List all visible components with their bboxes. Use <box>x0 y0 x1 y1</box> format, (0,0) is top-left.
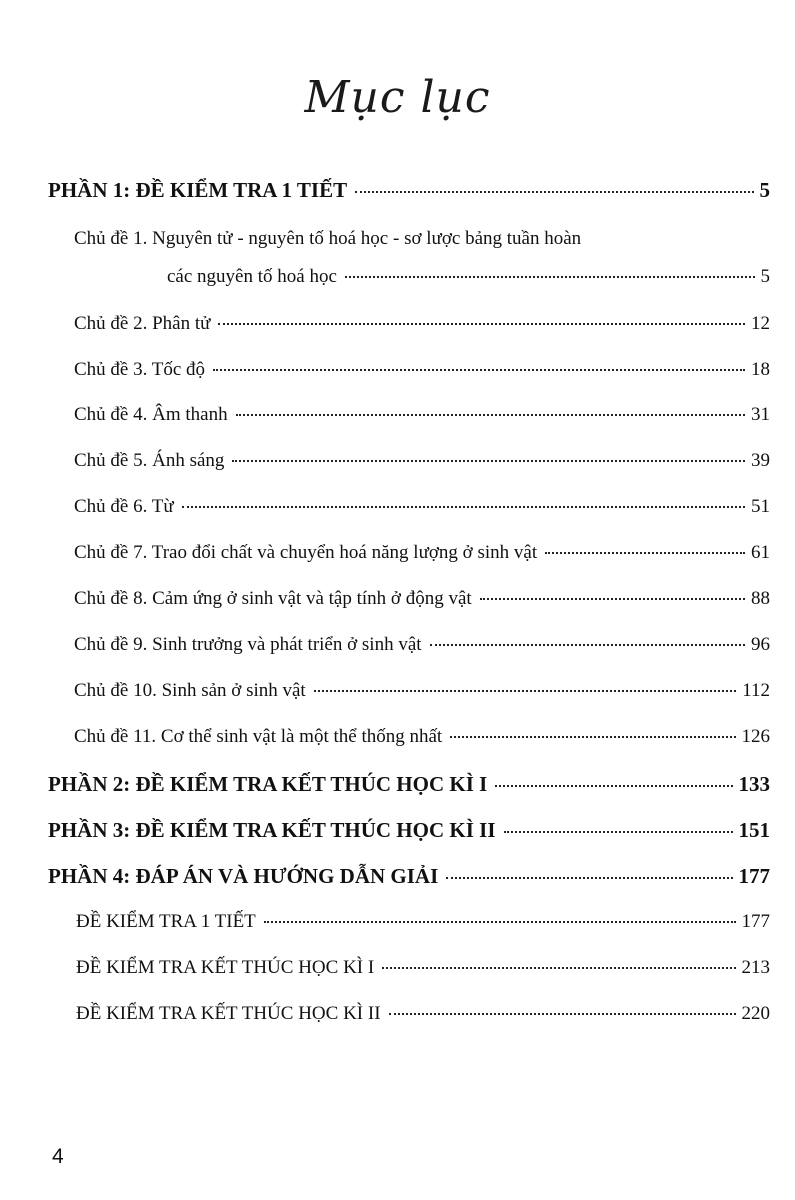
dot-leader <box>345 276 755 278</box>
toc-entry-topic-2[interactable] <box>74 313 770 343</box>
page-title: Mục lục <box>304 72 491 123</box>
toc-entry-page: 112 <box>742 680 770 701</box>
dot-leader <box>213 369 745 371</box>
toc-entry-label: Chủ đề 8. Cảm ứng ở sinh vật và tập tính ở động vật <box>74 588 472 609</box>
toc-entry-part-3[interactable] <box>48 818 770 848</box>
toc-entry-topic-11[interactable] <box>74 726 770 756</box>
dot-leader <box>430 644 745 646</box>
dot-leader <box>382 967 735 969</box>
toc-entry-topic-3[interactable] <box>74 359 770 389</box>
toc-entry-topic-8[interactable] <box>74 588 770 618</box>
dot-leader <box>480 598 745 600</box>
toc-entry-topic-5[interactable] <box>74 450 770 480</box>
toc-entry-topic-1-line-1: Chủ đề 1. Nguyên tử - nguyên tố hoá học - sơ lược bảng tuần hoàn <box>74 228 582 249</box>
toc-entry-page: 39 <box>751 450 770 471</box>
toc-entry-page: 31 <box>751 404 770 425</box>
toc-entry-label: Chủ đề 11. Cơ thể sinh vật là một thể thống nhất <box>74 726 443 747</box>
toc-entry-page: 177 <box>738 864 770 888</box>
toc-entry-page: 12 <box>751 313 770 334</box>
toc-entry-page: 18 <box>751 359 770 380</box>
dot-leader <box>495 785 732 787</box>
toc-entry-label: PHẦN 3: ĐỀ KIỂM TRA KẾT THÚC HỌC KÌ II <box>48 818 496 842</box>
toc-entry-label: các nguyên tố hoá học <box>167 266 337 287</box>
toc-entry-sub-1[interactable] <box>76 911 770 941</box>
toc-entry-page: 220 <box>741 1003 770 1024</box>
toc-entry-label: Chủ đề 7. Trao đổi chất và chuyển hoá năng lượng ở sinh vật <box>74 542 538 563</box>
dot-leader <box>389 1013 736 1015</box>
toc-entry-topic-10[interactable] <box>74 680 770 710</box>
toc-entry-label: Chủ đề 9. Sinh trưởng và phát triển ở sinh vật <box>74 634 422 655</box>
toc-entry-topic-1[interactable] <box>167 266 770 296</box>
dot-leader <box>446 877 732 879</box>
toc-entry-page: 5 <box>759 178 770 202</box>
toc-entry-page: 177 <box>741 911 770 932</box>
dot-leader <box>218 323 745 325</box>
toc-entry-label: ĐỀ KIỂM TRA KẾT THÚC HỌC KÌ II <box>76 1003 381 1024</box>
dot-leader <box>545 552 745 554</box>
toc-entry-topic-9[interactable] <box>74 634 770 664</box>
toc-entry-label: PHẦN 4: ĐÁP ÁN VÀ HƯỚNG DẪN GIẢI <box>48 864 439 888</box>
toc-entry-page: 96 <box>751 634 770 655</box>
toc-entry-topic-4[interactable] <box>74 404 770 434</box>
toc-entry-part-4[interactable] <box>48 864 770 894</box>
dot-leader <box>236 414 745 416</box>
toc-entry-page: 151 <box>738 818 770 842</box>
page-number: 4 <box>52 1145 64 1168</box>
toc-entry-sub-2[interactable] <box>76 957 770 987</box>
toc-entry-page: 213 <box>741 957 770 978</box>
dot-leader <box>314 690 736 692</box>
dot-leader <box>355 191 753 193</box>
dot-leader <box>232 460 745 462</box>
toc-entry-label: Chủ đề 3. Tốc độ <box>74 359 206 380</box>
toc-entry-part-2[interactable] <box>48 772 770 802</box>
toc-entry-label: ĐỀ KIỂM TRA 1 TIẾT <box>76 911 256 932</box>
toc-entry-label: ĐỀ KIỂM TRA KẾT THÚC HỌC KÌ I <box>76 957 375 978</box>
toc-entry-page: 61 <box>751 542 770 563</box>
toc-entry-page: 51 <box>751 496 770 517</box>
toc-entry-page: 126 <box>741 726 770 747</box>
toc-entry-page: 133 <box>738 772 770 796</box>
dot-leader <box>450 736 735 738</box>
dot-leader <box>182 506 745 508</box>
toc-entry-label: Chủ đề 10. Sinh sản ở sinh vật <box>74 680 306 701</box>
toc-entry-label: PHẦN 1: ĐỀ KIỂM TRA 1 TIẾT <box>48 178 348 202</box>
toc-entry-part-1[interactable] <box>48 178 770 208</box>
toc-entry-label: Chủ đề 2. Phân tử <box>74 313 211 334</box>
toc-entry-topic-6[interactable] <box>74 496 770 526</box>
dot-leader <box>504 831 733 833</box>
toc-entry-label: PHẦN 2: ĐỀ KIỂM TRA KẾT THÚC HỌC KÌ I <box>48 772 488 796</box>
toc-entry-label: Chủ đề 4. Âm thanh <box>74 404 228 425</box>
toc-entry-label: Chủ đề 6. Từ <box>74 496 174 517</box>
toc-entry-topic-7[interactable] <box>74 542 770 572</box>
toc-entry-page: 88 <box>751 588 770 609</box>
dot-leader <box>264 921 736 923</box>
toc-entry-label: Chủ đề 5. Ánh sáng <box>74 450 225 471</box>
toc-entry-sub-3[interactable] <box>76 1003 770 1033</box>
toc-entry-page: 5 <box>760 266 770 287</box>
